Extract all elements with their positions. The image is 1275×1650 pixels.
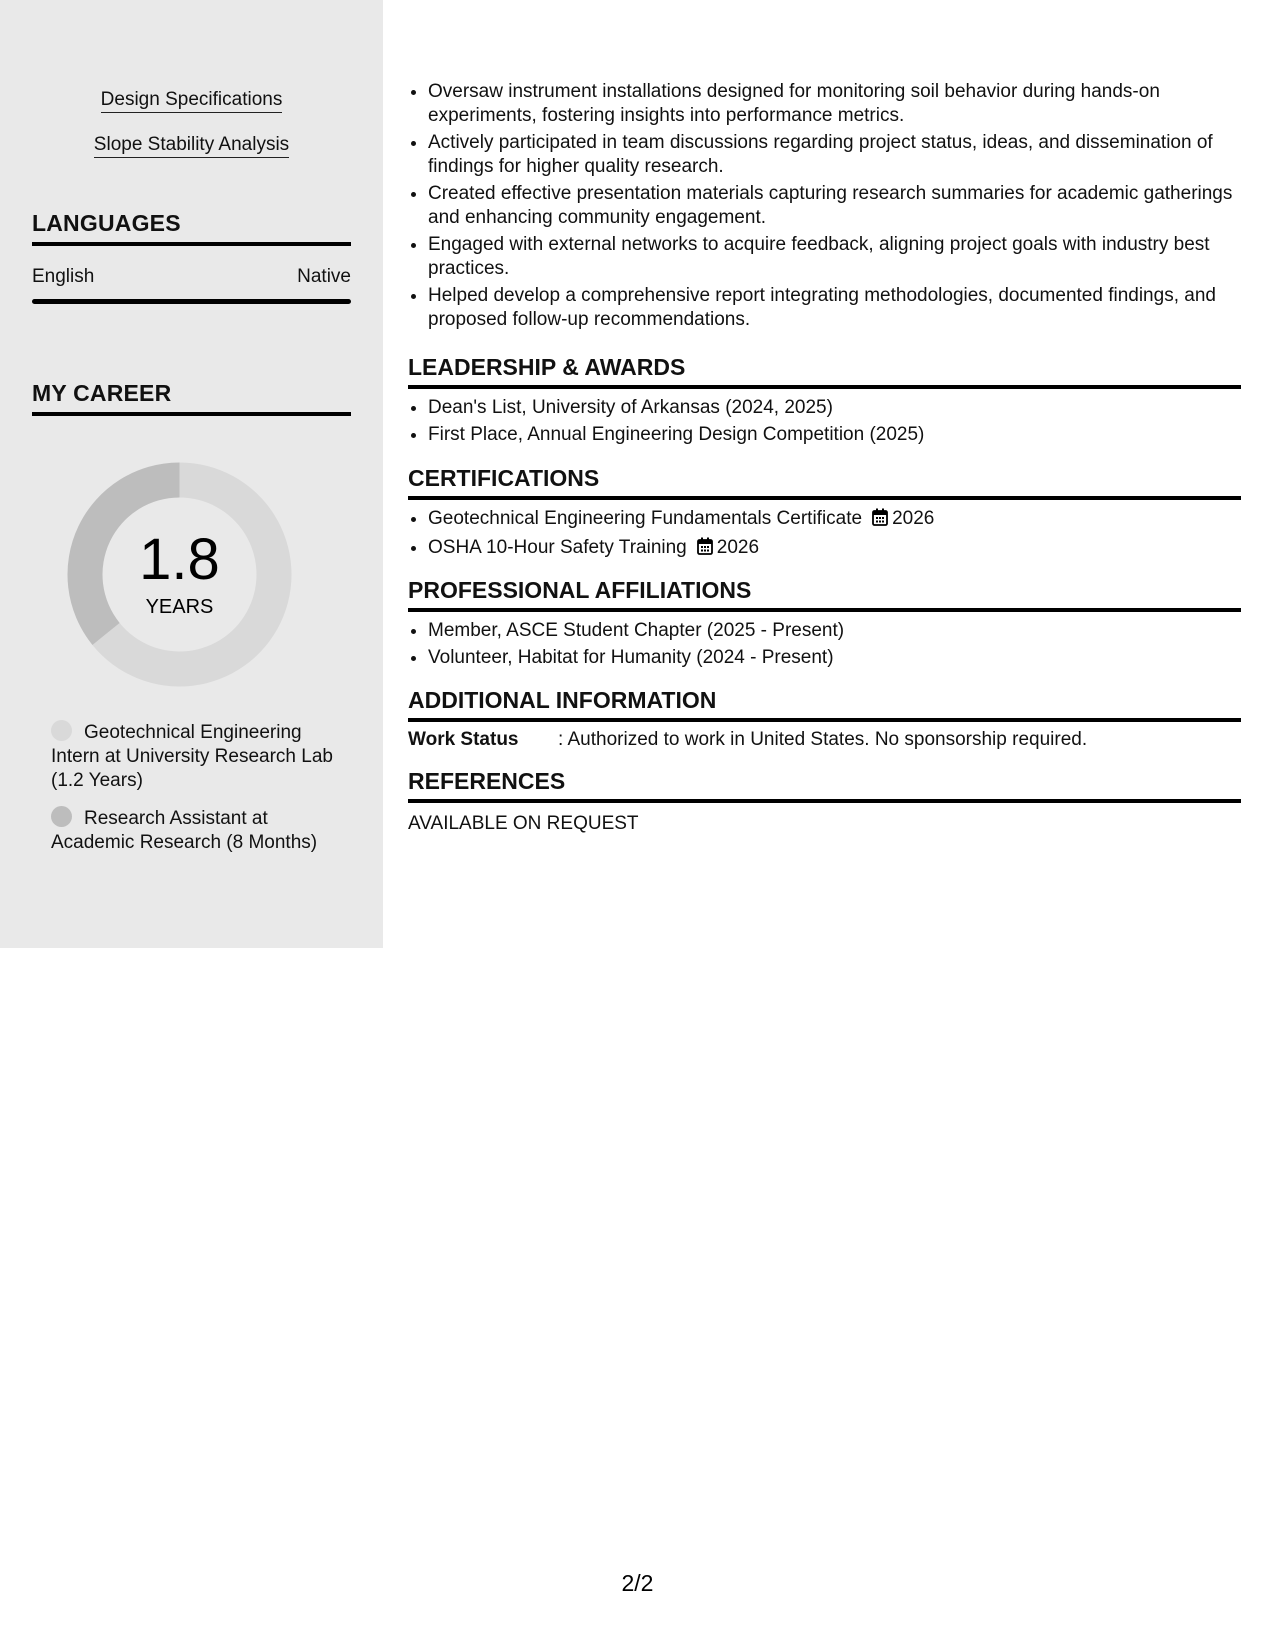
language-level: Native [297, 266, 351, 287]
language-row [32, 266, 351, 288]
list-item [428, 536, 1241, 562]
list-item: • Created effective presentation materials capturing research summaries for academic gatherings and enhancing community engagement. [428, 182, 1241, 230]
calendar-icon [872, 508, 888, 533]
career-heading: MY CAREER [32, 380, 351, 416]
list-item: • Actively participated in team discussions regarding project status, ideas, and dissemination of findings for higher quality research. [428, 131, 1241, 179]
certification-name: OSHA 10-Hour Safety Training [428, 537, 687, 558]
references-heading: REFERENCES [408, 768, 1241, 803]
career-legend-item [51, 720, 351, 793]
certification-name: Geotechnical Engineering Fundamentals Certificate [428, 508, 863, 529]
additional-info-heading: ADDITIONAL INFORMATION [408, 687, 1241, 722]
career-legend-label: Geotechnical Engineering Intern at University Research Lab (1.2 Years) [51, 722, 333, 791]
list-item: • First Place, Annual Engineering Design Competition (2025) [428, 423, 1241, 447]
language-name: English [32, 266, 95, 287]
affiliations-heading: PROFESSIONAL AFFILIATIONS [408, 577, 1241, 612]
career-total-unit: YEARS [145, 596, 214, 618]
language-level-bar [32, 299, 351, 304]
list-item: • Volunteer, Habitat for Humanity (2024 - Present) [428, 646, 1241, 670]
certifications-heading: CERTIFICATIONS [408, 465, 1241, 500]
leadership-list [408, 396, 1241, 447]
languages-heading: LANGUAGES [32, 210, 351, 246]
certifications-list [408, 507, 1241, 562]
list-item: • Oversaw instrument installations designed for monitoring soil behavior during hands-on experiments, fostering insights into performance metrics. [428, 80, 1241, 128]
page-number: 2/2 [621, 1570, 654, 1596]
certification-year: 2026 [716, 537, 760, 558]
list-item: • Dean's List, University of Arkansas (2024, 2025) [428, 396, 1241, 420]
experience-bullets [408, 80, 1241, 332]
skill-item: Design Specifications [0, 88, 383, 112]
work-status-value: : Authorized to work in United States. No sponsorship required. [558, 729, 1088, 750]
certification-year: 2026 [892, 508, 935, 529]
list-item: • Engaged with external networks to acquire feedback, aligning project goals with industry best practices. [428, 233, 1241, 281]
work-status-label: Work Status [408, 729, 519, 750]
list-item: • Helped develop a comprehensive report integrating methodologies, documented findings, and proposed follow-up recommendations. [428, 284, 1241, 332]
skill-item: Slope Stability Analysis [0, 133, 383, 157]
sidebar [0, 0, 383, 948]
career-legend-label: Research Assistant at Academic Research (8 Months) [51, 808, 318, 853]
references-text: AVAILABLE ON REQUEST [408, 813, 639, 834]
calendar-icon [697, 537, 713, 562]
list-item: • Member, ASCE Student Chapter (2025 - Present) [428, 619, 1241, 643]
list-item [428, 507, 1241, 533]
legend-dot [51, 806, 72, 827]
work-status-row [408, 729, 1087, 751]
affiliations-list [408, 619, 1241, 670]
career-total-years: 1.8 [139, 527, 220, 592]
career-donut-chart [67, 462, 292, 687]
leadership-heading: LEADERSHIP & AWARDS [408, 354, 1241, 389]
career-legend-item [51, 806, 351, 855]
legend-dot [51, 720, 72, 741]
